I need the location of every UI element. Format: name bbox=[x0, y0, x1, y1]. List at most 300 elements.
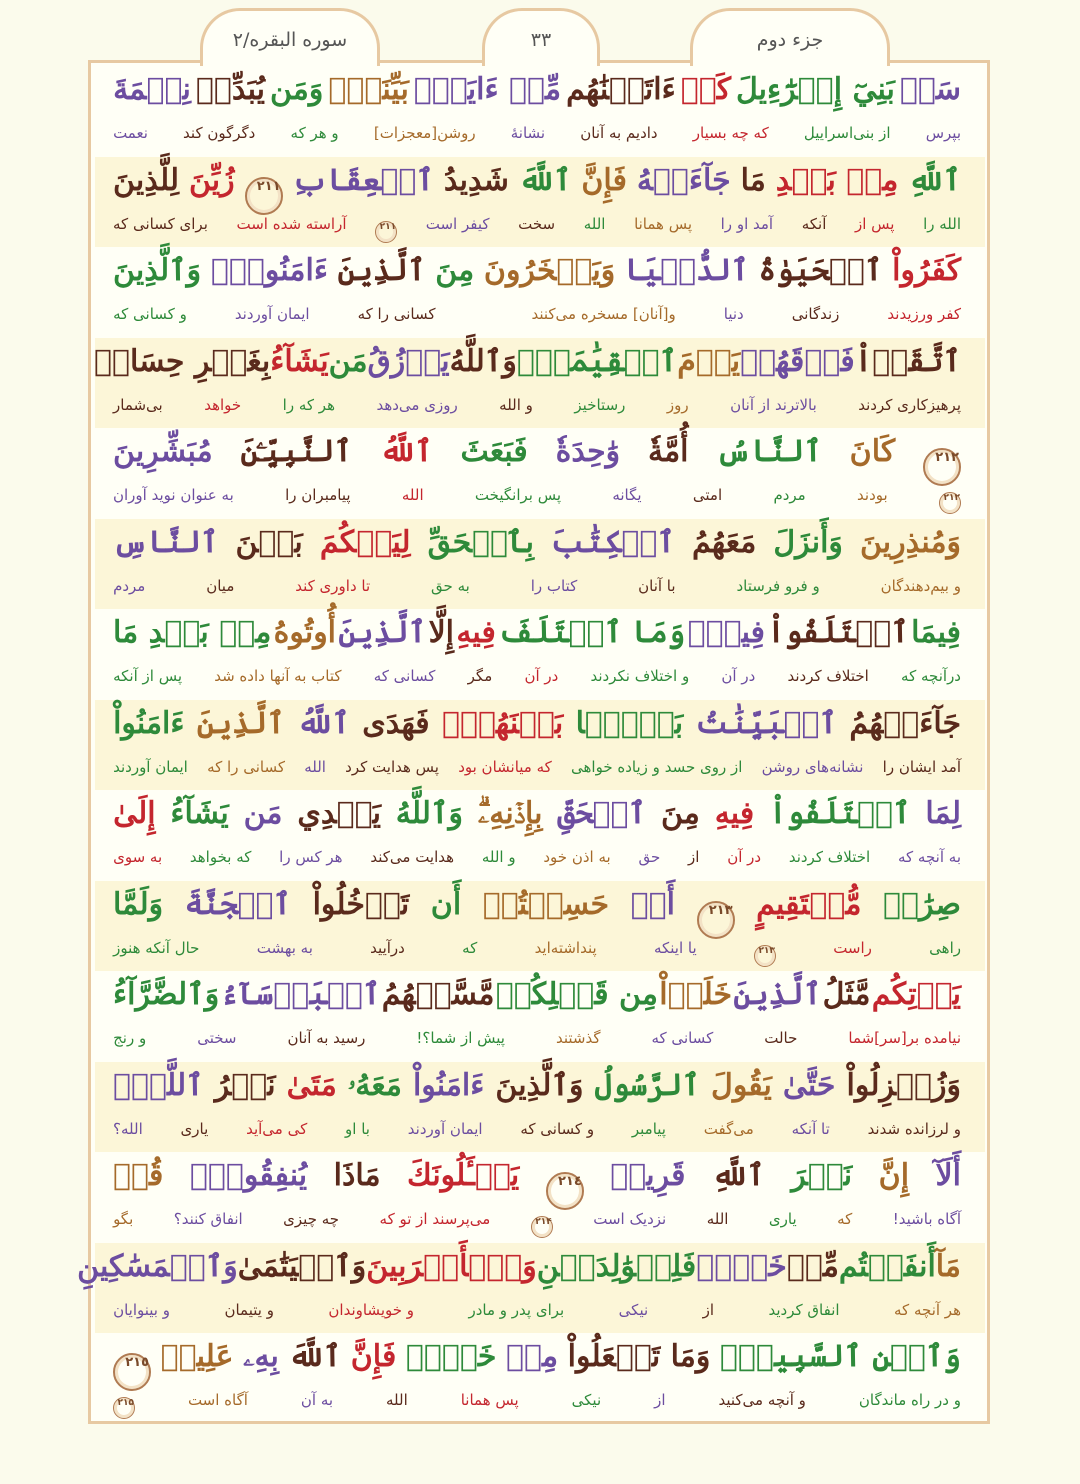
translation-word: آنکه bbox=[801, 214, 827, 233]
arabic-word: ٱلرَّسُولُ bbox=[594, 1067, 700, 1103]
arabic-word: شَدِيدُ bbox=[443, 162, 509, 198]
arabic-word: يَرۡزُقُ bbox=[367, 343, 450, 379]
persian-translation-line bbox=[95, 396, 985, 414]
arabic-word: وَٱلَّذِينَ bbox=[495, 1067, 584, 1103]
arabic-word: مَآ bbox=[935, 1248, 961, 1284]
translation-word: و آنچه می‌کنید bbox=[718, 1391, 806, 1409]
translation-word: خواهد bbox=[204, 395, 242, 414]
arabic-word: حَتَّىٰ bbox=[782, 1067, 836, 1103]
surah-label: سوره البقره/۲ bbox=[200, 8, 380, 66]
verse-number-small: ۲۱۲ bbox=[939, 492, 961, 514]
arabic-word: ٱللَّهِ bbox=[712, 1158, 765, 1193]
translation-word: کسانی که bbox=[651, 1029, 714, 1047]
translation-word: از bbox=[688, 848, 700, 866]
arabic-line bbox=[95, 1068, 985, 1103]
arabic-word: فَإِنَّ bbox=[581, 162, 627, 198]
translation-word: نیکی bbox=[571, 1391, 602, 1409]
arabic-word: وَزُلۡزِلُواْ bbox=[846, 1067, 961, 1103]
translation-word: کسانی را که bbox=[357, 305, 436, 323]
arabic-word: مَّسَّتۡهُمُ bbox=[381, 977, 495, 1012]
arabic-word: سَلۡ bbox=[899, 72, 961, 107]
arabic-word: مَاذَا bbox=[333, 1158, 381, 1193]
translation-word: هر کس را bbox=[279, 848, 343, 866]
arabic-line bbox=[95, 253, 985, 288]
translation-word: در آن bbox=[727, 848, 762, 866]
arabic-word: وَٱبۡنِ ٱلسَّبِيلِۗ bbox=[719, 1339, 961, 1374]
translation-word: یگانه bbox=[612, 486, 642, 504]
persian-translation-line bbox=[95, 667, 985, 685]
translation-word: و الله bbox=[481, 848, 516, 866]
translation-word: به حق bbox=[431, 576, 470, 595]
translation-word: آگاه است bbox=[187, 1391, 248, 1409]
arabic-word: يُنفِقُونَۖ bbox=[189, 1158, 308, 1193]
translation-word: بی‌شمار bbox=[113, 395, 163, 414]
translation-word: که چه بسیار bbox=[692, 124, 769, 142]
translation-word: روزی می‌دهد bbox=[376, 395, 458, 414]
arabic-word: بِهِۦ bbox=[243, 1339, 279, 1374]
arabic-line bbox=[95, 615, 985, 650]
translation-word: و کسانی که bbox=[113, 305, 187, 323]
translation-word: الله؟ bbox=[113, 1119, 143, 1138]
translation-word: نزدیک است bbox=[593, 1210, 667, 1228]
translation-word: چه چیزی bbox=[283, 1210, 340, 1228]
arabic-word: ٱلَّذِينَ bbox=[338, 615, 427, 650]
arabic-word: قَرِيبٞ bbox=[610, 1158, 686, 1193]
arabic-word: تَدۡخُلُواْ bbox=[312, 886, 410, 922]
translation-word: یا اینکه bbox=[653, 938, 697, 957]
arabic-word: ٱلۡقِيَٰمَةِۗ bbox=[516, 343, 678, 379]
arabic-word: وَٱلَّذِينَ bbox=[113, 253, 202, 288]
translation-word: حال آنکه هنوز bbox=[113, 938, 200, 957]
arabic-word: ٱللَّهُ bbox=[297, 705, 350, 741]
translation-word: مردم bbox=[773, 486, 806, 504]
translation-word: درآیید bbox=[370, 938, 405, 957]
translation-word: و الله bbox=[499, 395, 533, 414]
translation-word: مگر bbox=[467, 667, 493, 685]
arabic-word: مِنَ bbox=[435, 253, 475, 288]
translation-word: نیکی bbox=[618, 1300, 649, 1319]
arabic-word: فَبَعَثَ bbox=[460, 434, 528, 469]
translation-word: هر که را bbox=[282, 395, 335, 414]
translation-word: با او bbox=[345, 1119, 370, 1138]
translation-word: به عنوان نوید آوران bbox=[113, 486, 234, 504]
translation-word: از بنی‌اسراییل bbox=[803, 124, 891, 142]
verse-row bbox=[95, 1333, 985, 1424]
verse-number-medallion: ٢١١ bbox=[245, 177, 283, 215]
arabic-word: نَصۡرَ bbox=[791, 1158, 853, 1193]
arabic-line bbox=[95, 796, 985, 831]
verse-row bbox=[95, 700, 985, 791]
translation-word: پیش از شما؟! bbox=[416, 1029, 505, 1047]
arabic-word: بِٱلۡحَقِّ bbox=[427, 524, 534, 560]
translation-word: که بخواهد bbox=[189, 848, 252, 866]
arabic-word: ٱلۡعِقَابِ bbox=[292, 162, 434, 198]
arabic-word: أَنفَقۡتُم bbox=[838, 1248, 936, 1284]
verse-number-medallion: ٢١٣ bbox=[697, 901, 735, 939]
translation-word: سختی bbox=[197, 1029, 237, 1047]
translation-word: و لرزانده شدند bbox=[867, 1119, 961, 1138]
translation-word: ایمان آوردند bbox=[234, 305, 310, 323]
arabic-word: وَيَسۡخَرُونَ bbox=[483, 253, 616, 288]
arabic-word: ٱلۡكِتَٰبَ bbox=[551, 524, 675, 560]
translation-word: با آنان bbox=[638, 576, 676, 595]
verse-row bbox=[95, 881, 985, 972]
translation-word: تا آنکه bbox=[791, 1119, 830, 1138]
arabic-line bbox=[95, 72, 985, 107]
arabic-word: يَقُولَ bbox=[711, 1067, 772, 1103]
translation-word: و خویشاوندان bbox=[328, 1300, 415, 1319]
persian-translation-line bbox=[95, 1120, 985, 1138]
translation-word: اختلاف کردند bbox=[788, 848, 871, 866]
verse-row bbox=[95, 1152, 985, 1243]
arabic-word: مِّنۡ bbox=[786, 1248, 839, 1284]
arabic-word: ٱللَّهَ bbox=[518, 162, 572, 198]
arabic-word: مُّسۡتَقِيمٍ bbox=[756, 886, 862, 922]
arabic-word: حَسِبۡتُمۡ bbox=[482, 886, 610, 922]
arabic-word: قُلۡ bbox=[113, 1158, 164, 1193]
arabic-word: أَمۡ bbox=[630, 886, 675, 922]
arabic-word: يَوۡمَ bbox=[677, 343, 741, 379]
translation-word: اختلاف کردند bbox=[787, 667, 869, 685]
arabic-word: خَيۡرٖ bbox=[405, 1339, 497, 1374]
translation-word: و بینوایان bbox=[113, 1300, 170, 1319]
arabic-word: لِلَّذِينَ bbox=[113, 162, 180, 198]
arabic-word: مِنۡ bbox=[505, 1339, 559, 1374]
translation-word: دگرگون کند bbox=[183, 124, 256, 142]
translation-word: نعمت bbox=[113, 124, 148, 142]
verse-row bbox=[95, 157, 985, 248]
arabic-word: يَأۡتِكُم bbox=[871, 977, 961, 1012]
arabic-word: بَيۡنَهُمۡۖ bbox=[442, 705, 564, 741]
verse-number-medallion: ٢١٥ bbox=[113, 1353, 151, 1391]
persian-translation-line bbox=[95, 1391, 985, 1419]
verse-number-small: ۲۱۴ bbox=[531, 1216, 553, 1238]
translation-word: زندگانی bbox=[791, 305, 840, 323]
arabic-word: فِيمَا bbox=[911, 615, 961, 650]
translation-word: آگاه باشید! bbox=[892, 1210, 961, 1228]
verse-row bbox=[95, 66, 985, 157]
translation-word: پنداشته‌اید bbox=[534, 938, 597, 957]
arabic-word: مِنۢ بَعۡدِ مَا bbox=[113, 615, 272, 650]
verse-row bbox=[95, 790, 985, 881]
translation-word: کتاب به آنها داده شد bbox=[214, 667, 342, 685]
arabic-word: أُوتُوهُ bbox=[273, 615, 337, 650]
arabic-word: بَنِيٓ إِسۡرَٰٓءِيلَ bbox=[735, 72, 895, 107]
arabic-word: ٱللَّهُ bbox=[379, 434, 433, 469]
persian-translation-line bbox=[95, 124, 985, 142]
verse-row bbox=[95, 1062, 985, 1153]
persian-translation-line bbox=[95, 758, 985, 776]
arabic-word: جَآءَتۡهُمُ bbox=[849, 705, 961, 741]
persian-translation-line bbox=[95, 1301, 985, 1319]
arabic-word: ءَامَنُواْۘ bbox=[210, 253, 328, 288]
translation-word: در آن bbox=[721, 667, 756, 685]
persian-translation-line bbox=[95, 305, 985, 323]
arabic-line bbox=[95, 887, 985, 939]
translation-word: به بهشت bbox=[256, 938, 313, 957]
translation-word: حالت bbox=[764, 1029, 798, 1047]
translation-word: روز bbox=[666, 395, 689, 414]
arabic-word: وَٰحِدَةٗ bbox=[555, 434, 621, 469]
translation-word: و اختلاف نکردند bbox=[590, 667, 690, 685]
arabic-word: وَمَا ٱخۡتَلَفَ bbox=[498, 615, 686, 650]
verse-rows bbox=[77, 66, 985, 1424]
arabic-word: فَإِنَّ bbox=[350, 1339, 397, 1374]
arabic-word: وَمُنذِرِينَ bbox=[859, 524, 961, 560]
translation-word: هر آنچه که bbox=[894, 1300, 961, 1319]
arabic-word: كَمۡ bbox=[680, 72, 731, 107]
translation-word: کیفر است bbox=[425, 214, 490, 233]
translation-word: نشانه‌های روشن bbox=[761, 757, 864, 776]
arabic-word: مَن bbox=[328, 343, 368, 379]
translation-word: یاری bbox=[768, 1210, 797, 1228]
translation-word: دادیم به آنان bbox=[580, 124, 658, 142]
arabic-word: مِنۢ بَعۡدِ bbox=[775, 162, 899, 198]
translation-word: به آنچه که bbox=[897, 848, 961, 866]
translation-word: از bbox=[702, 1300, 715, 1319]
arabic-word: ٱللَّهِۗ bbox=[113, 1067, 204, 1103]
persian-translation-line bbox=[95, 1029, 985, 1047]
arabic-word: وَلَمَّا bbox=[113, 886, 164, 922]
translation-word: و رنج bbox=[113, 1029, 147, 1047]
translation-word: الله bbox=[386, 1391, 408, 1409]
translation-word: که bbox=[462, 938, 478, 957]
arabic-word: فِيهِ bbox=[714, 796, 755, 831]
arabic-line bbox=[95, 1339, 985, 1391]
translation-word: سخت bbox=[518, 214, 556, 233]
arabic-word: فَلِلۡوَٰلِدَيۡنِ bbox=[536, 1248, 697, 1284]
arabic-line bbox=[95, 344, 985, 379]
persian-translation-line bbox=[95, 215, 985, 243]
verse-number-small: ۲۱۱ bbox=[375, 221, 397, 243]
arabic-line bbox=[95, 163, 985, 215]
translation-word: آمد او را bbox=[720, 214, 774, 233]
arabic-word: ٱلنَّبِيِّـۧنَ bbox=[240, 434, 352, 469]
translation-word: نشانهٔ bbox=[510, 124, 546, 142]
arabic-word: بِغَيۡرِ حِسَابٖ bbox=[93, 343, 271, 379]
arabic-word: يَشَآءُ bbox=[170, 796, 229, 831]
arabic-word: وَأَنزَلَ bbox=[773, 524, 843, 560]
persian-translation-line bbox=[95, 486, 985, 514]
arabic-word: يُبَدِّلۡ bbox=[195, 72, 265, 107]
persian-translation-line bbox=[95, 1210, 985, 1238]
arabic-word: بَغۡيَۢا bbox=[575, 705, 684, 741]
translation-word: هدایت می‌کند bbox=[370, 848, 455, 866]
translation-word: از bbox=[654, 1391, 666, 1409]
arabic-word: ٱلۡحَيَوٰةُ bbox=[758, 253, 883, 288]
translation-word: راست bbox=[833, 938, 872, 957]
verse-row bbox=[95, 428, 985, 519]
verse-row bbox=[77, 1243, 985, 1334]
arabic-word: لِمَا bbox=[925, 796, 961, 831]
verse-number-small: ۲۱۵ bbox=[113, 1397, 135, 1419]
arabic-word: ءَامَنُواْ bbox=[412, 1067, 485, 1103]
translation-word: پس همانا bbox=[460, 1391, 519, 1409]
arabic-word: وَٱلۡأَقۡرَبِينَ bbox=[366, 1248, 537, 1284]
arabic-word: بِإِذۡنِهِۦۗ bbox=[477, 796, 543, 831]
arabic-word: فَهَدَى bbox=[362, 705, 430, 741]
translation-word: و در راه ماندگان bbox=[858, 1391, 961, 1409]
verse-number-medallion: ٢١٤ bbox=[546, 1172, 584, 1210]
arabic-word: مَعَهُۥ bbox=[347, 1067, 402, 1103]
verse-row bbox=[95, 338, 985, 429]
arabic-word: فَوۡقَهُمۡ bbox=[740, 343, 855, 379]
translation-word: که میانشان بود bbox=[458, 757, 552, 776]
arabic-word: ٱلنَّاسُ bbox=[716, 434, 822, 469]
arabic-word: أُمَّةٗ bbox=[647, 434, 689, 469]
arabic-word: ٱللَّهِ bbox=[908, 162, 961, 198]
arabic-word: إِلَىٰ bbox=[113, 796, 156, 831]
translation-word: به اذن خود bbox=[543, 848, 611, 866]
arabic-line bbox=[95, 977, 985, 1012]
arabic-word: عَلِيمٞ bbox=[160, 1339, 234, 1374]
translation-word: بپرس bbox=[925, 124, 961, 142]
translation-word: پس همانا bbox=[634, 214, 693, 233]
translation-word: الله bbox=[304, 757, 326, 776]
translation-word: و کسانی که bbox=[520, 1119, 595, 1138]
translation-word: راهی bbox=[929, 938, 961, 957]
translation-word: پیامبران را bbox=[285, 486, 351, 504]
arabic-word: كَانَ bbox=[849, 434, 896, 469]
translation-word: الله bbox=[583, 214, 606, 233]
arabic-word: ٱلَّذِينَ bbox=[196, 705, 285, 741]
arabic-word: مُبَشِّرِينَ bbox=[113, 434, 213, 469]
verse-number-small: ۲۱۳ bbox=[754, 945, 776, 967]
persian-translation-line bbox=[95, 939, 985, 967]
translation-word: تا داوری کند bbox=[295, 576, 371, 595]
translation-word: کفر ورزیدند bbox=[887, 305, 961, 323]
translation-word: و بیم‌دهندگان bbox=[880, 576, 961, 595]
arabic-word: ٱلۡبَأۡسَآءُ bbox=[220, 977, 381, 1012]
translation-word: پرهیزکاری کردند bbox=[858, 395, 961, 414]
translation-word: پس برانگیخت bbox=[474, 486, 562, 504]
translation-word: مردم bbox=[113, 576, 146, 595]
translation-word: بالاترند از آنان bbox=[730, 395, 817, 414]
arabic-word: مَعَهُمُ bbox=[691, 524, 757, 560]
translation-word: می‌پرسند از تو که bbox=[379, 1210, 491, 1228]
arabic-word: لِيَحۡكُمَ bbox=[319, 524, 411, 560]
verse-row bbox=[95, 247, 985, 338]
verse-row bbox=[95, 519, 985, 610]
arabic-word: ٱلۡحَقِّ bbox=[557, 796, 647, 831]
translation-word: برای کسانی که bbox=[113, 214, 208, 233]
arabic-word: يَشَآءُ bbox=[270, 343, 329, 379]
translation-word: می‌گفت bbox=[703, 1119, 754, 1138]
translation-word: کی می‌آید bbox=[246, 1119, 308, 1138]
arabic-word: مَن bbox=[243, 796, 283, 831]
arabic-word: ٱلۡجَنَّةَ bbox=[184, 886, 292, 922]
arabic-word: وَمَن bbox=[269, 72, 324, 107]
arabic-word: زُيِّنَ bbox=[188, 162, 235, 198]
arabic-word: صِرَٰطٖ bbox=[882, 886, 961, 922]
translation-word: میان bbox=[206, 576, 235, 595]
translation-word: به سوی bbox=[113, 848, 163, 866]
translation-word: در آن bbox=[524, 667, 559, 685]
translation-word: کتاب را bbox=[530, 576, 578, 595]
arabic-word: جَآءَتۡهُ bbox=[636, 162, 731, 198]
verse-number-medallion: ٢١٢ bbox=[923, 448, 961, 486]
arabic-word: وَمَا تَفۡعَلُواْ bbox=[567, 1339, 711, 1374]
arabic-word: ءَامَنُواْ bbox=[113, 705, 185, 741]
arabic-word: مِن قَبۡلِكُمۖ bbox=[495, 977, 658, 1012]
arabic-word: ٱخۡتَلَفُواْ bbox=[767, 615, 909, 650]
arabic-word: ٱللَّهَ bbox=[288, 1339, 342, 1374]
persian-translation-line bbox=[95, 577, 985, 595]
arabic-word: مَتَىٰ bbox=[286, 1067, 337, 1103]
arabic-word: وَٱللَّهُ bbox=[395, 796, 464, 831]
translation-word: روشن[معجزات] bbox=[373, 124, 476, 142]
arabic-line bbox=[95, 434, 985, 486]
arabic-word: أَن bbox=[430, 886, 462, 922]
arabic-word: وَٱللَّهُ bbox=[449, 343, 517, 379]
arabic-word: إِلَّا bbox=[428, 615, 455, 650]
translation-word: پیامبر bbox=[631, 1119, 666, 1138]
persian-translation-line bbox=[95, 848, 985, 866]
juz-label: جزء دوم bbox=[690, 8, 890, 66]
arabic-word: نِعۡمَةَ bbox=[113, 72, 191, 107]
translation-word: آمد ایشان را bbox=[882, 757, 961, 776]
arabic-word: فِيهِ bbox=[456, 615, 496, 650]
translation-word: کسانی را که bbox=[207, 757, 285, 776]
arabic-word: كَفَرُواْ bbox=[892, 253, 961, 288]
arabic-word: مَا bbox=[740, 162, 766, 198]
arabic-word: بَيِّنَةٖۗ bbox=[328, 72, 409, 107]
translation-word: الله bbox=[706, 1210, 729, 1228]
arabic-word: ٱلنَّاسِ bbox=[113, 524, 219, 560]
translation-word: ایمان آوردند bbox=[113, 757, 188, 776]
translation-word: الله bbox=[401, 486, 424, 504]
translation-word: برای پدر و مادر bbox=[468, 1300, 565, 1319]
translation-word: به آن bbox=[300, 1391, 334, 1409]
arabic-word: خَلَوۡاْ bbox=[659, 977, 733, 1012]
translation-word: انفاق کردید bbox=[768, 1300, 840, 1319]
translation-word: و یتیمان bbox=[224, 1300, 274, 1319]
translation-word: پس از bbox=[854, 214, 895, 233]
arabic-word: ٱخۡتَلَفُواْ bbox=[769, 796, 911, 831]
arabic-word: نَصۡرُ bbox=[214, 1067, 276, 1103]
translation-word: نیامده بر[سر]شما bbox=[848, 1029, 961, 1047]
translation-word: پس از آنکه bbox=[113, 667, 183, 685]
arabic-word: بَيۡنَ bbox=[235, 524, 303, 560]
arabic-word: خَيۡرٖ bbox=[696, 1248, 787, 1284]
arabic-word: ٱلدُّنۡيَا bbox=[624, 253, 749, 288]
arabic-word: أَلَآ bbox=[935, 1158, 961, 1193]
translation-word: یاری bbox=[180, 1119, 209, 1138]
translation-word: و هر که bbox=[290, 124, 339, 142]
arabic-word: وَٱلضَّرَّآءُ bbox=[113, 977, 220, 1012]
arabic-line bbox=[95, 525, 985, 560]
arabic-word: مِنَ bbox=[660, 796, 700, 831]
translation-word: بودند bbox=[857, 486, 888, 504]
arabic-line bbox=[77, 1248, 985, 1284]
translation-word: امتی bbox=[692, 486, 723, 504]
translation-word: دنیا bbox=[723, 305, 744, 323]
translation-word: پس هدایت کرد bbox=[345, 757, 439, 776]
arabic-line bbox=[95, 706, 985, 741]
arabic-word: فِيهِۚ bbox=[687, 615, 765, 650]
translation-word: انفاق کنند؟ bbox=[173, 1210, 243, 1228]
arabic-word: ٱلۡبَيِّنَٰتُ bbox=[695, 705, 838, 741]
verse-row bbox=[95, 609, 985, 700]
translation-word: درآنچه که bbox=[901, 667, 961, 685]
translation-word: بگو bbox=[113, 1210, 134, 1228]
arabic-word: ءَاتَيۡنَٰهُم bbox=[566, 72, 676, 107]
translation-word: گذشتند bbox=[555, 1029, 601, 1047]
translation-word: رسید به آنان bbox=[287, 1029, 366, 1047]
arabic-word: يَهۡدِي bbox=[297, 796, 381, 831]
arabic-line bbox=[95, 1158, 985, 1210]
translation-word: حق bbox=[638, 848, 661, 866]
